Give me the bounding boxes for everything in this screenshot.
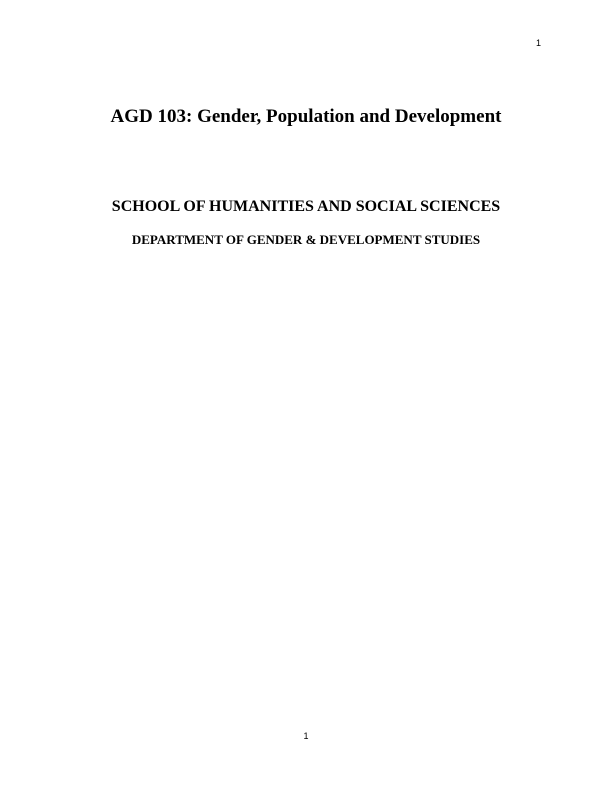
header-page-number: 1 [535,38,541,48]
course-title: AGD 103: Gender, Population and Development [110,106,502,127]
school-name: SCHOOL OF HUMANITIES AND SOCIAL SCIENCES [111,198,501,215]
department-name: DEPARTMENT OF GENDER & DEVELOPMENT STUDIES [131,232,481,247]
footer-page-number: 1 [303,731,309,741]
